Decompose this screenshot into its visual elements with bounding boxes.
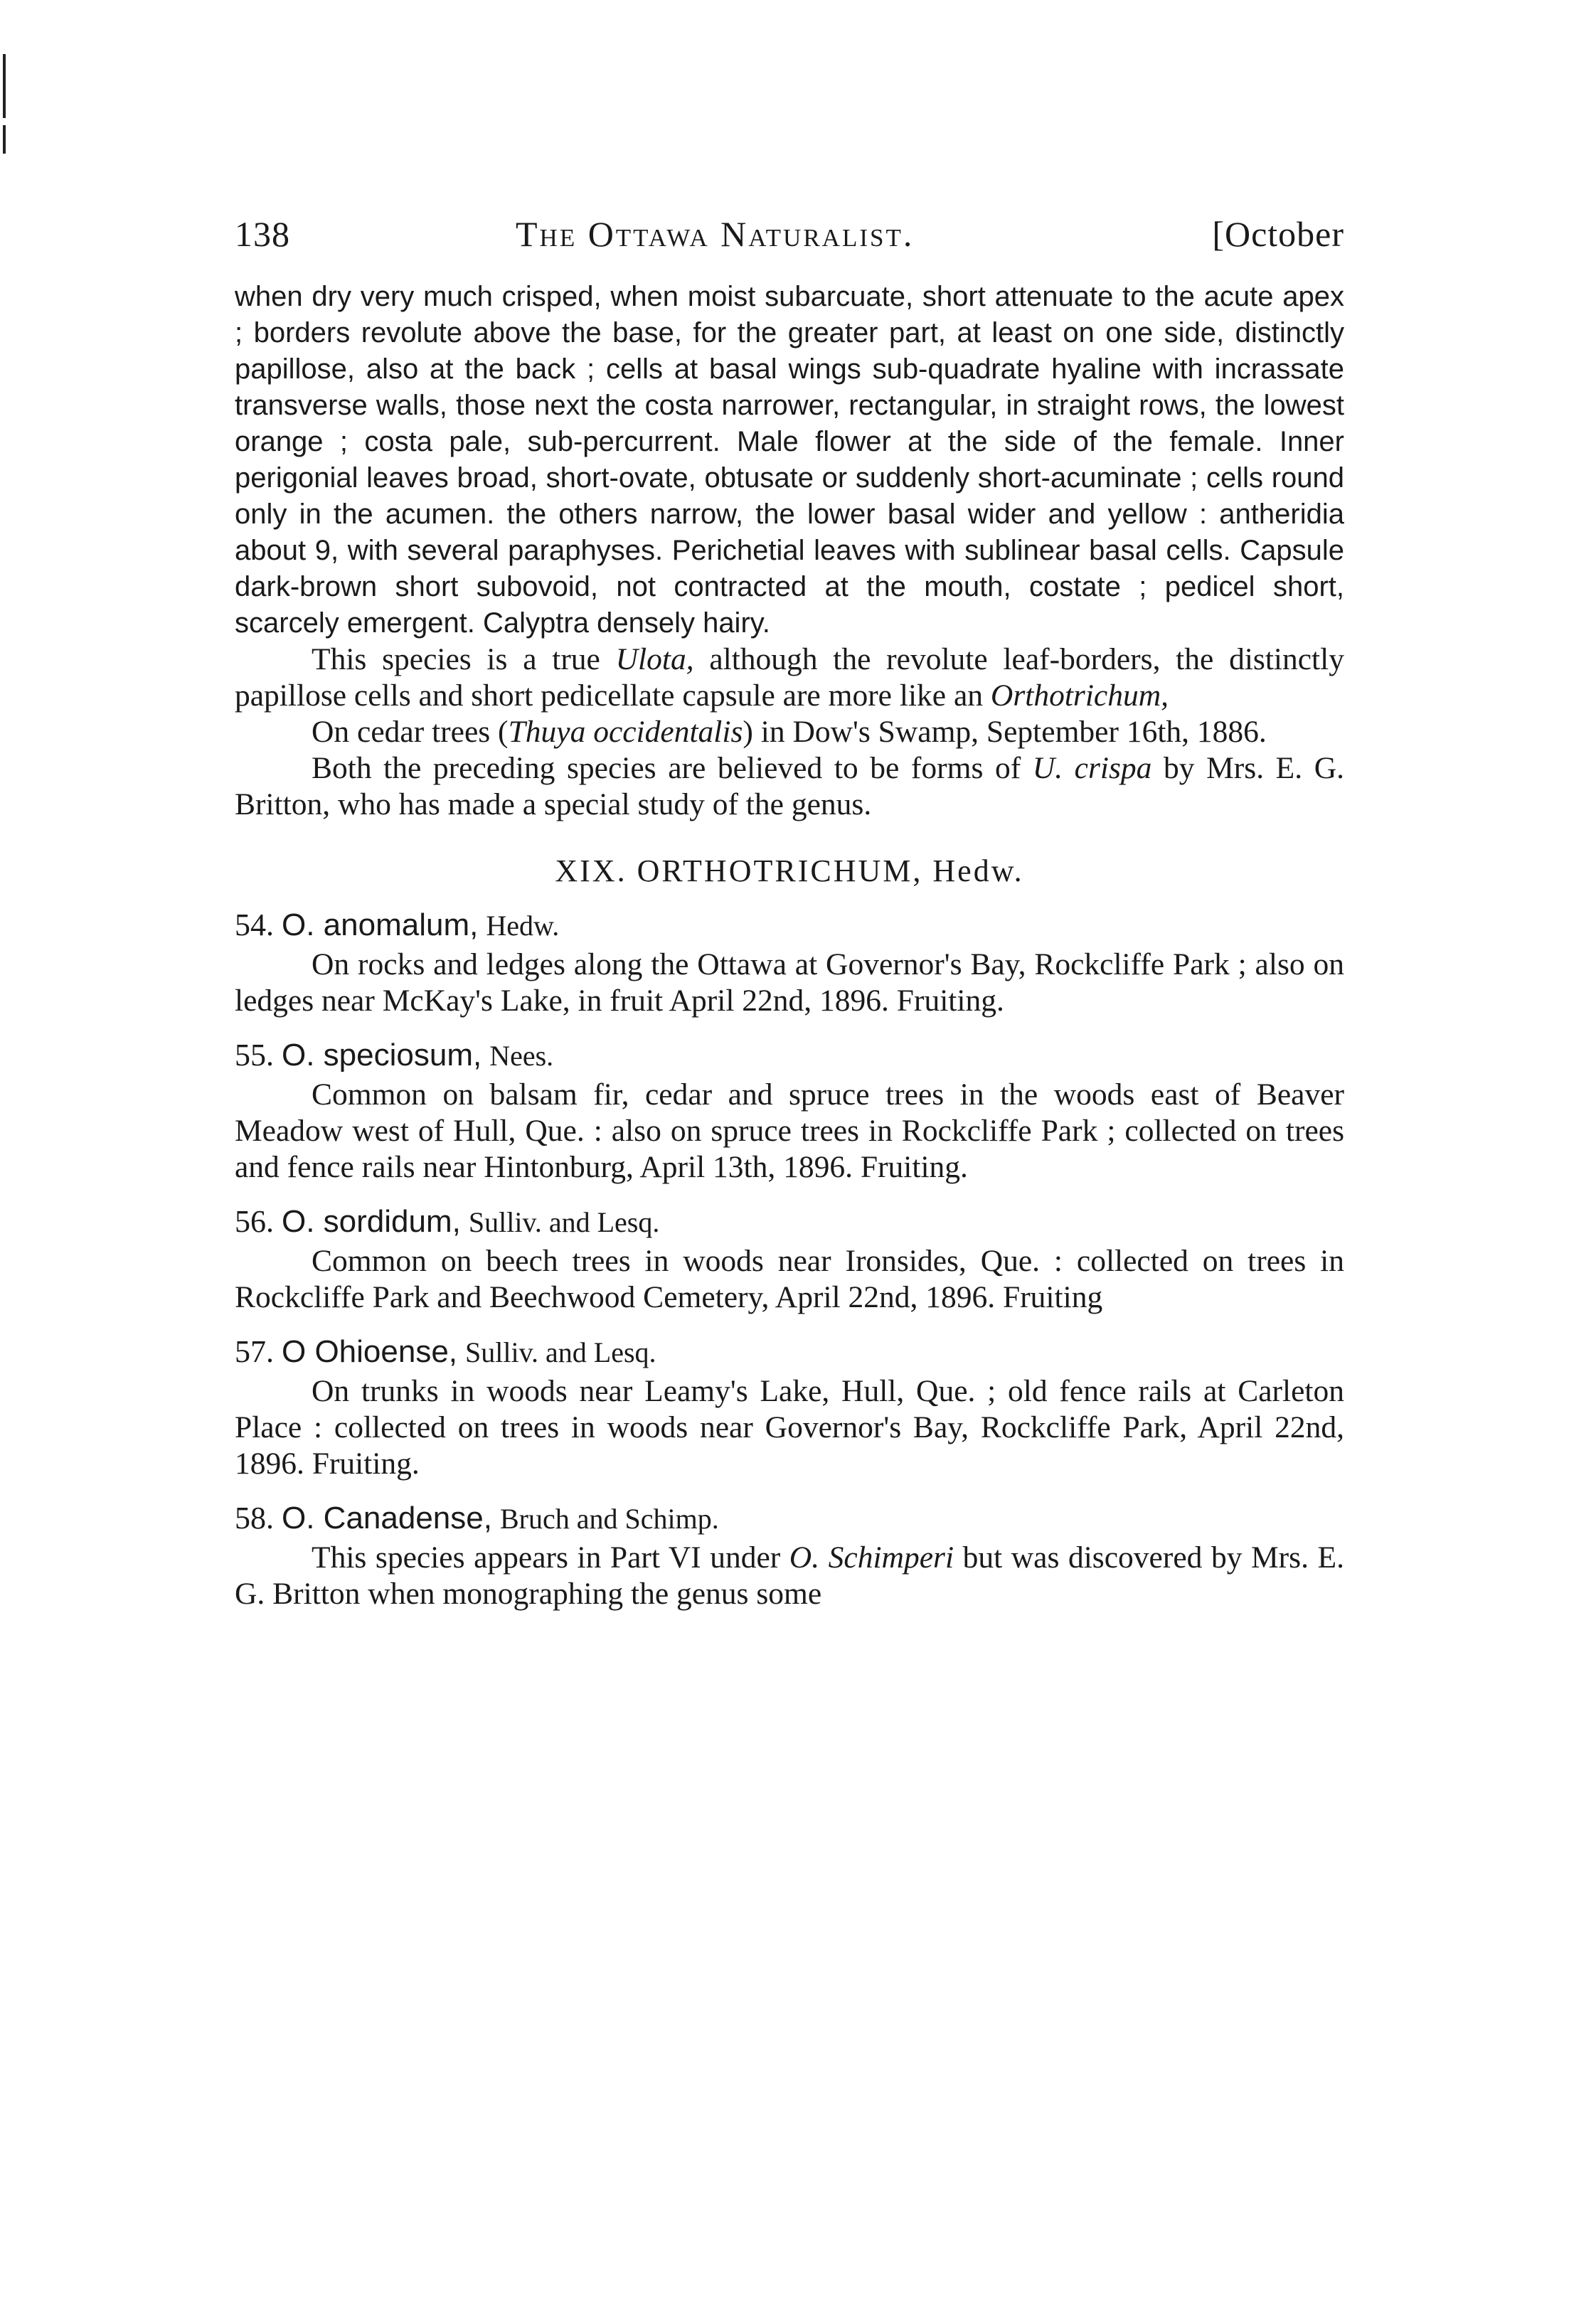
locality-paragraph: On cedar trees (Thuya occidentalis) in Dow's Swamp, September 16th, 1886. <box>312 715 1267 749</box>
species-text: Common on balsam fir, cedar and spruce trees in the woods east of Beaver Meadow west of Hull, Que. : also on spruce trees in Rockcliffe Park ; collected on trees and fence rails near Hintonburg, April 13th, 1896. Fruiting. <box>235 1077 1344 1184</box>
species-number: 56. <box>235 1204 274 1239</box>
species-author: Hedw. <box>486 910 560 942</box>
species-text: Common on beech trees in woods near Ironsides, Que. : collected on trees in Rockcliffe Park and Beechwood Cemetery, April 22nd, 1896. Fruiting <box>235 1244 1344 1314</box>
species-text: On rocks and ledges along the Ottawa at Governor's Bay, Rockcliffe Park ; also on ledges near McKay's Lake, in fruit April 22nd, 1896. Fruiting. <box>235 947 1344 1018</box>
species-text: This species appears in Part VI under O. Schimperi but was discovered by Mrs. E. G. Britton when monographing the genus some <box>235 1540 1344 1611</box>
document-page <box>235 206 1344 1612</box>
species-number: 55. <box>235 1038 274 1072</box>
species-name-o-schimperi: O. Schimperi <box>789 1540 954 1575</box>
journal-title: The Ottawa Naturalist. <box>516 214 915 254</box>
britton-note-paragraph: Both the preceding species are believed to be forms of U. crispa by Mrs. E. G. Britton, who has made a special study of the genus. <box>235 751 1344 821</box>
species-name: O. speciosum, <box>282 1038 482 1072</box>
genus-name-ulota: Ulota, <box>615 642 694 676</box>
species-name: O Ohioense, <box>282 1334 458 1369</box>
species-name: O. sordidum, <box>282 1204 461 1239</box>
species-number: 54. <box>235 907 274 942</box>
ulota-note-paragraph: This species is a true Ulota, although the revolute leaf-borders, the distinctly papillose cells and short pedicellate capsule are more like an Orthotrichum, <box>235 642 1344 713</box>
species-author: Sulliv. and Lesq. <box>468 1206 660 1238</box>
species-heading <box>235 905 1344 947</box>
species-entry <box>235 1331 1344 1482</box>
species-number: 58. <box>235 1501 274 1535</box>
species-entry <box>235 905 1344 1019</box>
species-name-u-crispa: U. crispa <box>1032 751 1152 785</box>
species-name: O. anomalum, <box>282 907 479 942</box>
species-entry <box>235 1035 1344 1186</box>
species-heading <box>235 1498 1344 1540</box>
running-header <box>235 206 1344 263</box>
species-heading <box>235 1201 1344 1243</box>
page-number: 138 <box>235 214 290 254</box>
species-text: On trunks in woods near Leamy's Lake, Hull, Que. ; old fence rails at Carleton Place : collected on trees in woods near Governor's Bay, Rockcliffe Park, April 22nd, 1896. Fruiting. <box>235 1374 1344 1481</box>
genus-name-orthotrichum: Orthotrichum, <box>990 678 1169 713</box>
species-heading <box>235 1331 1344 1373</box>
species-author: Sulliv. and Lesq. <box>465 1336 656 1368</box>
article-body <box>235 279 1344 1612</box>
host-species-name: Thuya occidentalis <box>508 715 743 749</box>
species-name: O. Canadense, <box>282 1501 492 1535</box>
species-author: Bruch and Schimp. <box>499 1503 719 1535</box>
section-heading: XIX. ORTHOTRICHUM, Hedw. <box>555 853 1024 888</box>
species-description-paragraph: when dry very much crisped, when moist subarcuate, short attenuate to the acute apex ; borders revolute above the base, for the greater part, at least on one side, distinctly papillose, also at the back ; cells at basal wings sub-quadrate hyaline with incrassate transverse walls, those next the costa narrower, rectangular, in straight rows, the lowest orange ; costa pale, sub-percurrent. Male flower at the side of the female. Inner perigonial leaves broad, short-ovate, obtusate or suddenly short-acuminate ; cells round only in the acumen. the others narrow, the lower basal wider and yellow : antheridia about 9, with several paraphyses. Perichetial leaves with sublinear basal cells. Capsule dark-brown short subovoid, not contracted at the mouth, costate ; pedicel short, scarcely emergent. Calyptra densely hairy. <box>235 281 1344 639</box>
species-author: Nees. <box>489 1040 554 1072</box>
species-entry <box>235 1201 1344 1316</box>
scan-edge-mark <box>3 125 6 154</box>
species-entry <box>235 1498 1344 1612</box>
species-heading <box>235 1035 1344 1077</box>
scan-edge-mark <box>3 54 6 118</box>
species-number: 57. <box>235 1334 274 1369</box>
issue-month: [October <box>1212 214 1344 254</box>
